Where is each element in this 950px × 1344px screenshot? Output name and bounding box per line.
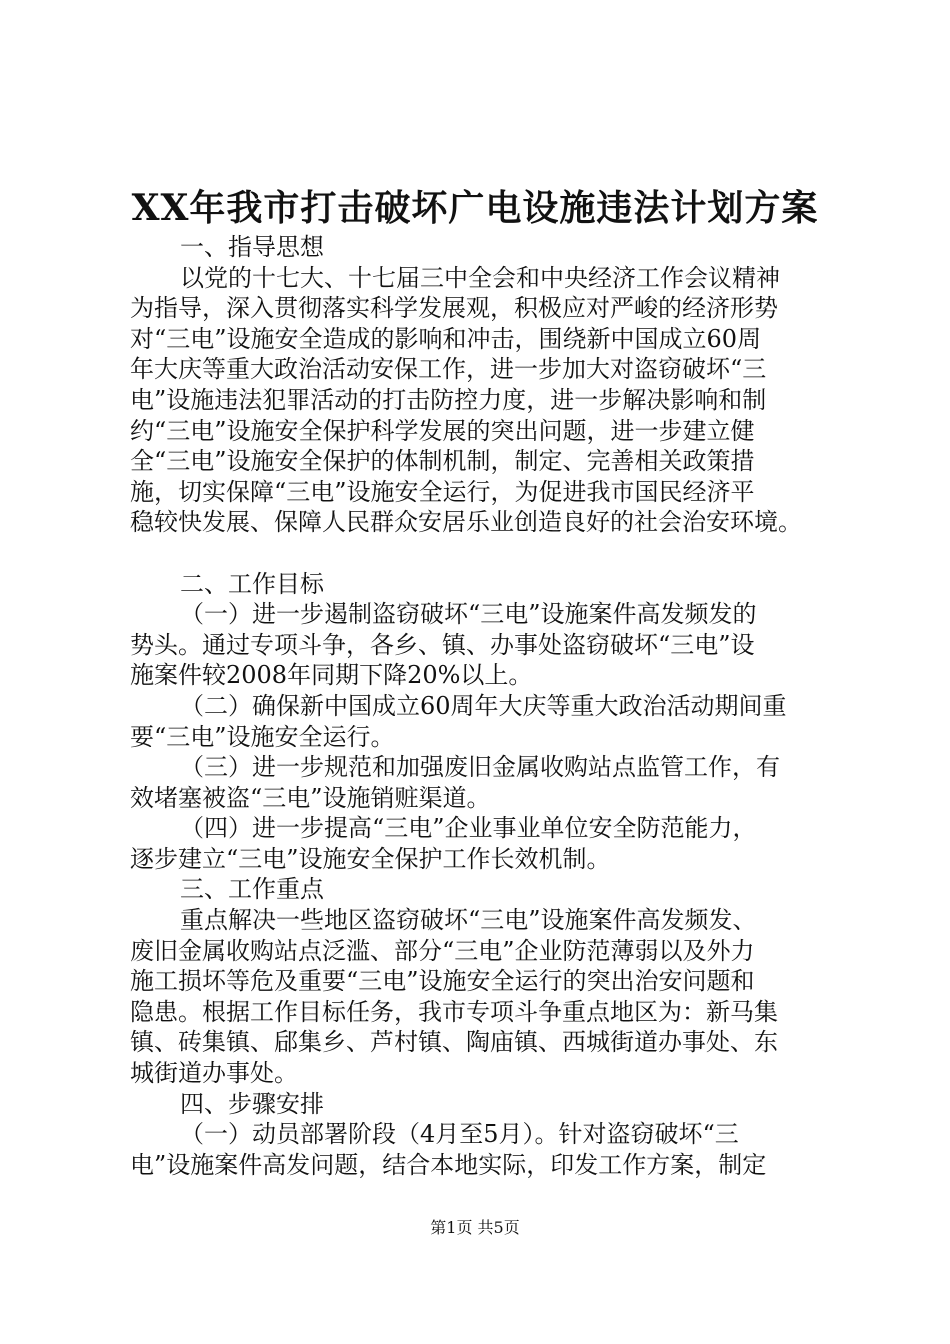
text-line: 要“三电”设施安全运行。 xyxy=(130,722,395,751)
text-line: 对“三电”设施安全造成的影响和冲击，围绕新中国成立60周 xyxy=(130,324,762,353)
text-line: 为指导，深入贯彻落实科学发展观，积极应对严峻的经济形势 xyxy=(130,294,778,323)
text-line: 二、工作目标 xyxy=(180,569,324,598)
text-line: 势头。通过专项斗争，各乡、镇、办事处盗窃破坏“三电”设 xyxy=(130,630,755,659)
document-body xyxy=(130,232,830,1180)
text-line: 镇、砖集镇、郈集乡、芦村镇、陶庙镇、西城街道办事处、东 xyxy=(130,1028,778,1057)
text-line: 逐步建立“三电”设施安全保护工作长效机制。 xyxy=(130,844,611,873)
text-line: 约“三电”设施安全保护科学发展的突出问题，进一步建立健 xyxy=(130,416,755,445)
text-line: （一）动员部署阶段（4月至5月）。针对盗窃破坏“三 xyxy=(180,1120,739,1149)
text-line: 电”设施案件高发问题，结合本地实际，印发工作方案，制定 xyxy=(130,1150,767,1179)
text-line: 城街道办事处。 xyxy=(130,1059,298,1088)
blank-line xyxy=(130,538,830,569)
text-line: （一）进一步遏制盗窃破坏“三电”设施案件高发频发的 xyxy=(180,600,757,629)
text-line: 效堵塞被盗“三电”设施销赃渠道。 xyxy=(130,783,491,812)
document-title: XX年我市打击破坏广电设施违法计划方案 xyxy=(131,187,819,229)
text-line: 全“三电”设施安全保护的体制机制，制定、完善相关政策措 xyxy=(130,447,755,476)
text-line: 以党的十七大、十七届三中全会和中央经济工作会议精神 xyxy=(180,263,780,292)
text-line: 重点解决一些地区盗窃破坏“三电”设施案件高发频发、 xyxy=(180,906,757,935)
text-line: （四）进一步提高“三电”企业事业单位安全防范能力， xyxy=(180,814,757,843)
text-line: 隐患。根据工作目标任务，我市专项斗争重点地区为：新马集 xyxy=(130,997,778,1026)
text-line: 年大庆等重大政治活动安保工作，进一步加大对盗窃破坏“三 xyxy=(130,355,767,384)
text-line: 废旧金属收购站点泛滥、部分“三电”企业防范薄弱以及外力 xyxy=(130,936,755,965)
text-line: 电”设施违法犯罪活动的打击防控力度，进一步解决影响和制 xyxy=(130,385,767,414)
text-line: 稳较快发展、保障人民群众安居乐业创造良好的社会治安环境。 xyxy=(130,508,802,537)
text-line: （三）进一步规范和加强废旧金属收购站点监管工作，有 xyxy=(180,753,780,782)
text-line: 一、指导思想 xyxy=(180,233,324,261)
page-footer: 第1页 共5页 xyxy=(430,1218,520,1237)
text-line: 施，切实保障“三电”设施安全运行，为促进我市国民经济平 xyxy=(130,477,755,506)
text-line: （二）确保新中国成立60周年大庆等重大政治活动期间重 xyxy=(180,691,787,720)
text-line: 三、工作重点 xyxy=(180,875,324,904)
text-line: 施工损坏等危及重要“三电”设施安全运行的突出治安问题和 xyxy=(130,967,755,996)
text-line: 四、步骤安排 xyxy=(180,1089,324,1118)
text-line: 施案件较2008年同期下降20%以上。 xyxy=(130,661,533,690)
